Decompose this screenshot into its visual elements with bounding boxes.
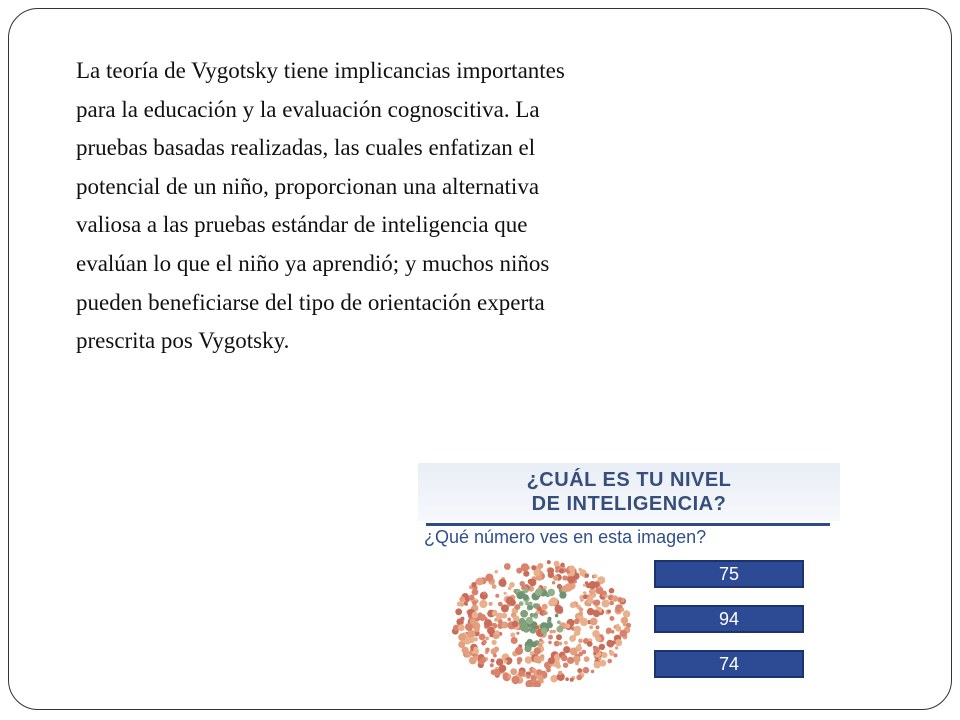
- plate-dot: [578, 639, 583, 644]
- plate-dot: [562, 575, 567, 580]
- plate-dot: [529, 579, 537, 587]
- plate-dot: [556, 626, 563, 633]
- plate-dot: [540, 571, 544, 575]
- plate-dot: [590, 591, 594, 595]
- plate-dot: [469, 595, 475, 601]
- quiz-divider: [426, 523, 830, 526]
- plate-dot: [601, 652, 607, 658]
- body-line: potencial de un niño, proporcionan una alternativa: [76, 173, 540, 199]
- plate-dot: [535, 626, 539, 630]
- plate-dot: [590, 618, 598, 626]
- plate-dot: [479, 634, 486, 641]
- plate-dot: [538, 563, 544, 569]
- plate-dot: [510, 633, 515, 638]
- plate-dot: [609, 651, 614, 656]
- plate-dot: [493, 654, 497, 658]
- plate-dot: [596, 625, 600, 629]
- plate-dot: [534, 616, 537, 619]
- plate-dot: [511, 637, 518, 644]
- plate-dot: [621, 617, 628, 624]
- plate-dot: [526, 617, 533, 624]
- plate-dot: [501, 613, 507, 619]
- plate-dot: [555, 569, 559, 573]
- plate-dot: [459, 596, 465, 602]
- plate-dot: [587, 641, 593, 647]
- plate-dot: [593, 581, 599, 587]
- answer-option-74[interactable]: 74: [654, 650, 804, 678]
- plate-dot: [494, 647, 499, 652]
- plate-dot: [562, 585, 569, 592]
- plate-dot: [527, 639, 533, 645]
- plate-dot: [612, 595, 618, 601]
- plate-dot: [458, 633, 466, 641]
- plate-dot: [528, 602, 532, 606]
- plate-dot: [557, 584, 562, 589]
- plate-dot: [542, 604, 548, 610]
- plate-dot: [548, 657, 555, 664]
- plate-dot: [558, 671, 562, 675]
- plate-dot: [583, 667, 590, 674]
- plate-dot: [507, 618, 511, 622]
- plate-dot: [547, 589, 555, 597]
- plate-dot: [471, 582, 476, 587]
- quiz-title-line-2: DE INTELIGENCIA?: [531, 493, 727, 515]
- plate-dot: [492, 611, 498, 617]
- plate-dot: [547, 560, 551, 564]
- plate-dot: [474, 655, 478, 659]
- plate-dot: [578, 644, 582, 648]
- answer-option-94[interactable]: 94: [654, 605, 804, 633]
- plate-dot: [520, 610, 528, 618]
- plate-dot: [542, 611, 546, 615]
- plate-dot: [518, 670, 524, 676]
- plate-dot: [579, 612, 584, 617]
- plate-dot: [473, 647, 477, 651]
- plate-dot: [521, 563, 529, 571]
- plate-dot: [554, 561, 560, 567]
- plate-dot: [524, 588, 529, 593]
- plate-dot: [610, 601, 614, 605]
- plate-dot: [533, 656, 541, 664]
- plate-dot: [525, 656, 533, 664]
- plate-dot: [476, 578, 484, 586]
- plate-dot: [548, 599, 555, 606]
- plate-dot: [535, 589, 542, 596]
- plate-dot: [507, 675, 511, 679]
- plate-dot: [474, 626, 480, 632]
- plate-dot: [490, 663, 494, 667]
- plate-dot: [527, 607, 530, 610]
- plate-dot: [606, 628, 612, 634]
- plate-dot: [596, 636, 602, 642]
- plate-dot: [504, 563, 511, 570]
- plate-dot: [582, 650, 587, 655]
- plate-dot: [594, 574, 598, 578]
- plate-dot: [607, 659, 612, 664]
- plate-dot: [548, 568, 554, 574]
- plate-dot: [458, 624, 465, 631]
- plate-dot: [561, 655, 568, 662]
- plate-dot: [612, 640, 616, 644]
- plate-dot: [533, 569, 540, 576]
- plate-dot: [526, 675, 530, 679]
- plate-dot: [548, 641, 552, 645]
- plate-dot: [546, 668, 551, 673]
- plate-dot: [504, 592, 507, 595]
- plate-dot: [576, 675, 582, 681]
- quiz-title-line-1: ¿CUÁL ES TU NIVEL: [526, 469, 732, 491]
- plate-dot: [510, 668, 517, 675]
- plate-dot: [616, 624, 619, 627]
- plate-dot: [548, 617, 552, 621]
- plate-dot: [555, 605, 563, 613]
- slide-body-text: [76, 52, 716, 361]
- plate-dot: [498, 579, 506, 587]
- plate-dot: [584, 656, 590, 662]
- plate-dot: [457, 602, 462, 607]
- plate-dot: [470, 618, 476, 624]
- body-line: La teoría de Vygotsky tiene implicancias importantes: [76, 58, 565, 83]
- plate-dot: [570, 602, 576, 608]
- plate-dot: [506, 597, 514, 605]
- plate-dot: [472, 589, 479, 596]
- plate-dot: [491, 659, 495, 663]
- plate-dot: [520, 624, 528, 632]
- plate-dot: [482, 640, 487, 645]
- plate-dot: [593, 647, 600, 654]
- plate-dot: [559, 568, 564, 573]
- plate-dot: [472, 600, 477, 605]
- plate-dot: [607, 610, 611, 614]
- plate-dot: [462, 647, 469, 654]
- plate-dot: [620, 630, 628, 638]
- plate-dot: [485, 648, 489, 652]
- plate-dot: [593, 610, 600, 617]
- intelligence-quiz-image: [418, 463, 840, 690]
- plate-dot: [563, 646, 570, 653]
- plate-dot: [541, 628, 548, 635]
- plate-dot: [474, 637, 478, 641]
- plate-dot: [472, 612, 479, 619]
- plate-dot: [456, 618, 463, 625]
- plate-dot: [573, 655, 581, 663]
- plate-dot: [487, 627, 495, 635]
- plate-dot: [517, 661, 521, 665]
- plate-dot: [534, 647, 541, 654]
- plate-dot: [565, 677, 569, 681]
- plate-dot: [594, 600, 600, 606]
- plate-dot: [591, 670, 595, 674]
- plate-dot: [570, 678, 574, 682]
- plate-dot: [499, 665, 507, 673]
- body-line: prescrita pos Vygotsky.: [76, 328, 290, 354]
- plate-dot: [485, 637, 489, 641]
- plate-dot: [479, 600, 487, 608]
- plate-dot: [599, 660, 606, 667]
- plate-dot: [512, 621, 519, 628]
- answer-option-75[interactable]: 75: [654, 560, 804, 588]
- plate-dot: [495, 594, 499, 598]
- plate-dot: [479, 659, 485, 665]
- plate-dot: [602, 591, 607, 596]
- plate-dot: [479, 614, 486, 621]
- plate-dot: [553, 630, 556, 633]
- plate-dot: [569, 635, 576, 642]
- plate-dot: [609, 616, 614, 621]
- plate-dot: [555, 614, 559, 618]
- plate-dot: [556, 664, 561, 669]
- plate-dot: [539, 638, 542, 641]
- plate-dot: [556, 634, 562, 640]
- plate-dot: [587, 597, 594, 604]
- plate-dot: [615, 646, 618, 649]
- plate-dot: [492, 584, 497, 589]
- plate-dot: [589, 625, 593, 629]
- plate-dot: [585, 573, 589, 577]
- plate-dot: [533, 603, 538, 608]
- plate-dot: [520, 581, 525, 586]
- plate-dot: [598, 657, 601, 660]
- plate-dot: [609, 588, 615, 594]
- plate-dot: [523, 571, 529, 577]
- plate-dot: [567, 576, 574, 583]
- plate-dot: [531, 565, 536, 570]
- body-line: evalúan lo que el niño ya aprendió; y muchos niños: [76, 250, 550, 276]
- plate-dot: [563, 663, 568, 668]
- plate-dot: [579, 607, 584, 612]
- plate-dot: [569, 565, 576, 572]
- plate-dot: [464, 601, 468, 605]
- plate-dot: [564, 641, 568, 645]
- plate-dot: [515, 604, 521, 610]
- plate-dot: [559, 592, 566, 599]
- plate-dot: [504, 660, 508, 664]
- plate-dot: [537, 676, 543, 682]
- plate-dot: [495, 630, 500, 635]
- plate-dot: [574, 626, 581, 633]
- plate-dot: [489, 602, 493, 606]
- plate-dot: [583, 594, 588, 599]
- plate-dot: [509, 582, 515, 588]
- plate-dot: [502, 622, 507, 627]
- plate-dot: [615, 639, 622, 646]
- plate-dot: [583, 591, 587, 595]
- body-line: valiosa a las pruebas estándar de inteligencia que: [76, 212, 528, 238]
- body-line: pruebas basadas realizadas, las cuales enfatizan el: [76, 135, 536, 161]
- plate-dot: [574, 618, 580, 624]
- plate-dot: [602, 599, 610, 607]
- body-line: pueden beneficiarse del tipo de orientación experta: [76, 289, 545, 315]
- plate-dot: [560, 563, 564, 567]
- plate-dot: [552, 581, 555, 584]
- plate-dot: [620, 608, 624, 612]
- quiz-question: ¿Qué número ves en esta imagen?: [424, 527, 707, 547]
- plate-dot: [516, 632, 519, 635]
- plate-dot: [492, 640, 497, 645]
- plate-dot: [511, 676, 519, 684]
- plate-dot: [578, 568, 582, 572]
- plate-dot: [515, 647, 523, 655]
- plate-dot: [524, 645, 531, 652]
- plate-dot: [583, 584, 586, 587]
- plate-dot: [494, 570, 498, 574]
- body-line: para la educación y la evaluación cognoscitiva. La: [76, 96, 540, 122]
- plate-dot: [623, 610, 630, 617]
- color-blindness-plate-icon: [450, 559, 632, 687]
- plate-dot: [501, 604, 509, 612]
- plate-dot: [565, 624, 570, 629]
- plate-dot: [455, 608, 462, 615]
- plate-dot: [537, 669, 543, 675]
- plate-dot: [523, 594, 529, 600]
- plate-dot: [567, 657, 574, 664]
- plate-dot: [483, 592, 486, 595]
- plate-dot: [548, 635, 553, 640]
- plate-dot: [626, 623, 631, 628]
- plate-dot: [559, 642, 563, 646]
